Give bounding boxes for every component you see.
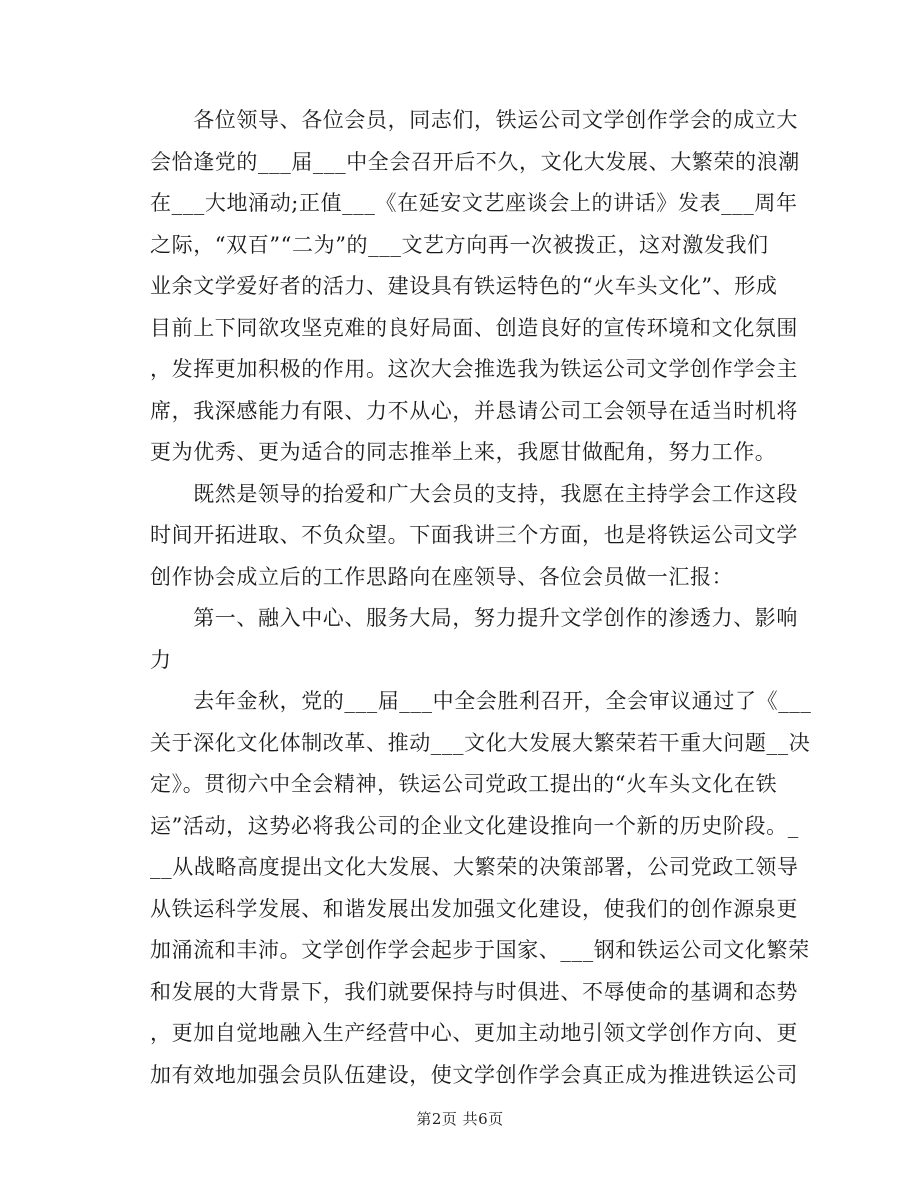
text-line: ，更加自觉地融入生产经营中心、更加主动地引领文学创作方向、更 <box>150 1021 798 1045</box>
text-line: 和发展的大背景下，我们就要保持与时俱进、不辱使命的基调和态势 <box>150 979 798 1004</box>
page-number: 第2页 共6页 <box>416 1110 504 1128</box>
text-line: 在___大地涌动;正值___《在延安文艺座谈会上的讲话》发表___周年 <box>150 191 798 215</box>
text-line: 既然是领导的抬爱和广大会员的支持，我愿在主持学会工作这段 <box>150 481 798 506</box>
text-line: 创作协会成立后的工作思路向在座领导、各位会员做一汇报： <box>150 564 734 589</box>
text-line: 从铁运科学发展、和谐发展出发加强文化建设，使我们的创作源泉更 <box>150 896 798 921</box>
text-line: 去年金秋，党的___届___中全会胜利召开，全会审议通过了《___ <box>150 689 812 713</box>
text-line: ，发挥更加积极的作用。这次大会推选我为铁运公司文学创作学会主 <box>150 357 798 381</box>
text-line: 更为优秀、更为适合的同志推举上来，我愿甘做配角，努力工作。 <box>150 440 777 464</box>
text-line: 目前上下同欲攻坚克难的良好局面、创造良好的宣传环境和文化氛围 <box>150 315 798 340</box>
text-line: 定》。贯彻六中全会精神，铁运公司党政工提出的“火车头文化在铁 <box>150 772 778 796</box>
text-line: 席，我深感能力有限、力不从心，并恳请公司工会领导在适当时机将 <box>150 398 798 423</box>
text-line: 加有效地加强会员队伍建设，使文学创作学会真正成为推进铁运公司 <box>150 1062 798 1087</box>
text-line: 之际，“双百”“二为”的___文艺方向再一次被拨正，这对激发我们 <box>150 232 769 257</box>
text-line: __从战略高度提出文化大发展、大繁荣的决策部署，公司党政工领导 <box>150 855 799 879</box>
text-line: 关于深化文化体制改革、推动___文化大发展大繁荣若干重大问题__决 <box>150 730 811 755</box>
text-line: 加涌流和丰沛。文学创作学会起步于国家、___钢和铁运公司文化繁荣 <box>150 938 810 962</box>
text-line: 运”活动，这势必将我公司的企业文化建设推向一个新的历史阶段。_ <box>150 813 799 838</box>
body-text <box>150 100 812 1096</box>
text-line: 业余文学爱好者的活力、建设具有铁运特色的“火车头文化”、形成 <box>150 274 778 298</box>
section-heading-line: 第一、融入中心、服务大局，努力提升文学创作的渗透力、影响 <box>150 606 798 630</box>
text-line: 各位领导、各位会员，同志们，铁运公司文学创作学会的成立大 <box>150 108 798 132</box>
section-heading-line: 力 <box>150 647 172 672</box>
text-line: 会恰逢党的___届___中全会召开后不久，文化大发展、大繁荣的浪潮 <box>150 149 800 174</box>
text-line: 时间开拓进取、不负众望。下面我讲三个方面，也是将铁运公司文学 <box>150 523 798 547</box>
